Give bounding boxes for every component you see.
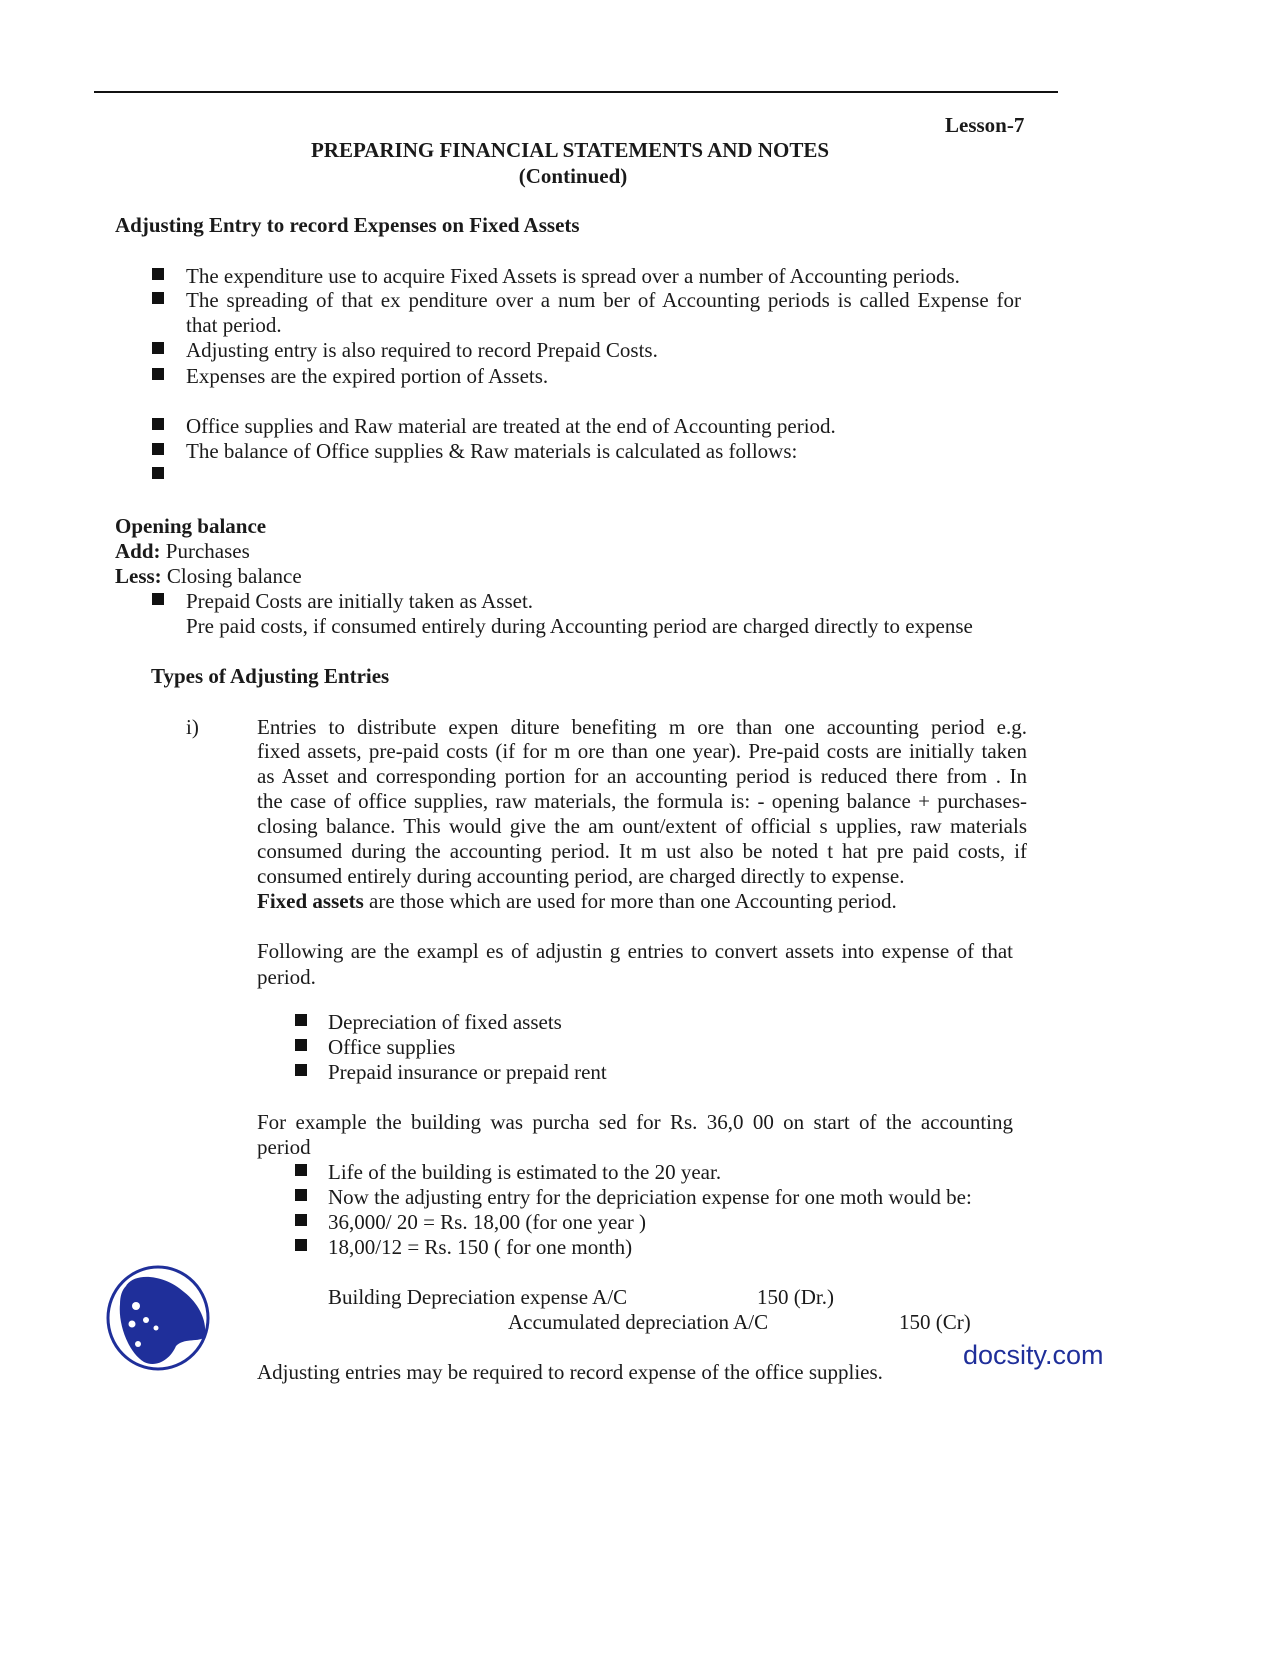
section-heading: Adjusting Entry to record Expenses on Fixed Assets — [115, 213, 580, 237]
bullet-icon — [152, 368, 164, 380]
add-label: Add: — [115, 539, 161, 563]
bullet-icon — [295, 1164, 307, 1176]
calc-item: Now the adjusting entry for the depriciation expense for one moth would be: — [328, 1185, 972, 1209]
header-rule — [94, 91, 1058, 93]
credit-account: Accumulated depreciation A/C — [508, 1310, 769, 1334]
para-line: Following are the exampl es of adjustin g entries to convert assets into expense of that — [257, 939, 1013, 963]
bullet-icon — [152, 467, 164, 479]
bullet-icon — [295, 1214, 307, 1226]
calc-item: 36,000/ 20 = Rs. 18,00 (for one year ) — [328, 1210, 647, 1234]
page-title: PREPARING FINANCIAL STATEMENTS AND NOTES — [310, 138, 830, 162]
less-text: Closing balance — [161, 564, 302, 588]
para-line: consumed during the accounting period. It m ust also be noted t hat pre paid costs, if — [257, 839, 1027, 863]
bullet-text: Expenses are the expired portion of Assets. — [186, 364, 549, 388]
bullet-icon — [152, 418, 164, 430]
para-line: as Asset and corresponding portion for an accounting period is reduced there from . In — [257, 764, 1027, 788]
bullet-icon — [295, 1189, 307, 1201]
fixed-assets-bold: Fixed assets — [257, 889, 364, 913]
item-marker: i) — [186, 715, 199, 739]
para-line: Entries to distribute expen diture benefiting m ore than one accounting period e.g. — [257, 715, 1027, 739]
bullet-icon — [295, 1239, 307, 1251]
para-line: closing balance. This would give the am ount/extent of official s upplies, raw materials — [257, 814, 1027, 838]
debit-account: Building Depreciation expense A/C — [328, 1285, 628, 1309]
bullet-text: The spreading of that ex penditure over a num ber of Accounting periods is called Expense for — [186, 288, 1021, 312]
bullet-text: Office supplies and Raw material are treated at the end of Accounting period. — [186, 414, 836, 438]
para-line: fixed assets, pre-paid costs (if for m ore than one year). Pre-paid costs are initially taken — [257, 739, 1027, 763]
docsity-brand: docsity.com — [963, 1340, 1104, 1370]
less-line — [115, 563, 302, 589]
opening-balance: Opening balance — [115, 514, 267, 538]
bullet-icon — [152, 443, 164, 455]
add-line — [115, 538, 250, 564]
add-text: Purchases — [160, 539, 250, 563]
bullet-icon — [295, 1039, 307, 1051]
bullet-icon — [295, 1014, 307, 1026]
para-line: period. — [257, 965, 316, 989]
bullet-icon — [152, 342, 164, 354]
less-label: Less: — [115, 564, 162, 588]
para-line: consumed entirely during accounting period, are charged directly to expense. — [257, 864, 905, 888]
example-item: Depreciation of fixed assets — [328, 1010, 562, 1034]
calc-item: Life of the building is estimated to the 20 year. — [328, 1160, 722, 1184]
bullet-text-cont: Pre paid costs, if consumed entirely during Accounting period are charged directly to expense — [186, 614, 973, 638]
bullet-text: The balance of Office supplies & Raw materials is calculated as follows: — [186, 439, 798, 463]
bullet-text-cont: that period. — [186, 313, 282, 337]
bullet-icon — [152, 268, 164, 280]
bullet-icon — [295, 1064, 307, 1076]
debit-amount: 150 (Dr.) — [757, 1285, 834, 1309]
fixed-assets-line — [257, 888, 897, 914]
bullet-icon — [152, 593, 164, 605]
bullet-text: Adjusting entry is also required to record Prepaid Costs. — [186, 338, 658, 362]
fixed-assets-text: are those which are used for more than one Accounting period. — [363, 889, 897, 913]
docsity-logo-icon — [104, 1264, 214, 1374]
bullet-text: Prepaid Costs are initially taken as Asset. — [186, 589, 534, 613]
calc-item: 18,00/12 = Rs. 150 ( for one month) — [328, 1235, 633, 1259]
example-item: Office supplies — [328, 1035, 456, 1059]
para-line: For example the building was purcha sed for Rs. 36,0 00 on start of the accounting — [257, 1110, 1013, 1134]
example-item: Prepaid insurance or prepaid rent — [328, 1060, 607, 1084]
page-subtitle: (Continued) — [518, 164, 628, 188]
bullet-text: The expenditure use to acquire Fixed Assets is spread over a number of Accounting periods. — [186, 264, 960, 288]
lesson-number: Lesson-7 — [945, 113, 1025, 137]
bullet-icon — [152, 292, 164, 304]
credit-amount: 150 (Cr) — [899, 1310, 971, 1334]
para-line: the case of office supplies, raw materials, the formula is: - opening balance + purchases- — [257, 789, 1027, 813]
closing-line: Adjusting entries may be required to record expense of the office supplies. — [257, 1360, 883, 1384]
section-heading: Types of Adjusting Entries — [151, 664, 390, 688]
para-line: period — [257, 1135, 311, 1159]
